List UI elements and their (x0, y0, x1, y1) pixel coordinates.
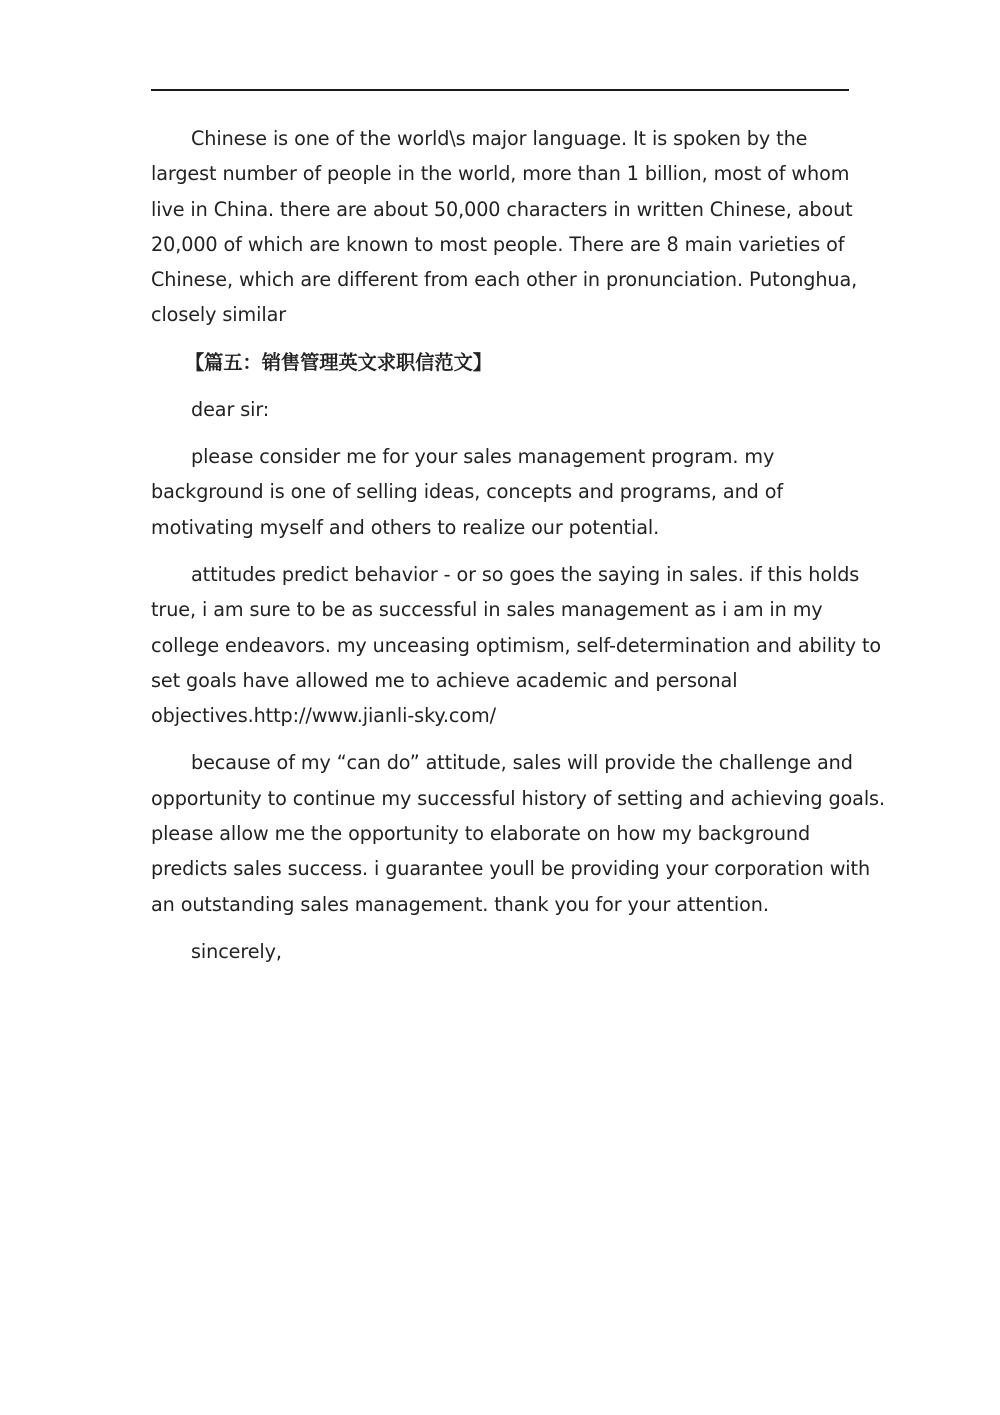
paragraph-can-do (151, 745, 885, 921)
text-line: 20,000 of which are known to most people. There are 8 main varieties of (151, 232, 845, 256)
closing (151, 934, 841, 969)
text-line: Chinese, which are different from each other in pronunciation. Putonghua, (151, 268, 858, 292)
text-line: closely similar (151, 303, 287, 327)
text-line: please allow me the opportunity to elaborate on how my background (151, 822, 811, 846)
text-line: Chinese is one of the world\s major language. It is spoken by the (191, 127, 808, 150)
text-line: opportunity to continue my successful history of setting and achieving goals. (151, 786, 885, 810)
text-line: dear sir: (191, 397, 270, 421)
paragraph-attitudes (151, 557, 882, 733)
paragraph-chinese-language (151, 121, 858, 333)
text-line: attitudes predict behavior - or so goes the saying in sales. if this holds (191, 562, 860, 586)
text-line: predicts sales success. i guarantee youll be providing your corporation with (151, 857, 871, 881)
salutation (151, 392, 841, 427)
text-line: college endeavors. my unceasing optimism, self-determination and ability to (151, 633, 882, 657)
text-line: true, i am sure to be as successful in sales management as i am in my (151, 598, 823, 622)
text-line: sincerely, (191, 939, 282, 963)
text-line: objectives.http://www.jianli-sky.com/ (151, 704, 496, 728)
heading-text: 【篇五：销售管理英文求职信范文】 (185, 350, 492, 374)
text-line: live in China. there are about 50,000 characters in written Chinese, about (151, 197, 853, 221)
text-line: background is one of selling ideas, concepts and programs, and of (151, 480, 783, 504)
header-rule (151, 89, 849, 91)
section-heading (151, 345, 841, 380)
text-line: largest number of people in the world, more than 1 billion, most of whom (151, 162, 850, 186)
text-line: an outstanding sales management. thank you for your attention. (151, 892, 769, 916)
text-line: motivating myself and others to realize our potential. (151, 515, 660, 539)
paragraph-intro (151, 439, 841, 545)
document-body (151, 121, 885, 981)
text-line: because of my “can do” attitude, sales will provide the challenge and (191, 751, 853, 775)
text-line: please consider me for your sales management program. my (191, 445, 775, 469)
text-line: set goals have allowed me to achieve academic and personal (151, 668, 738, 692)
